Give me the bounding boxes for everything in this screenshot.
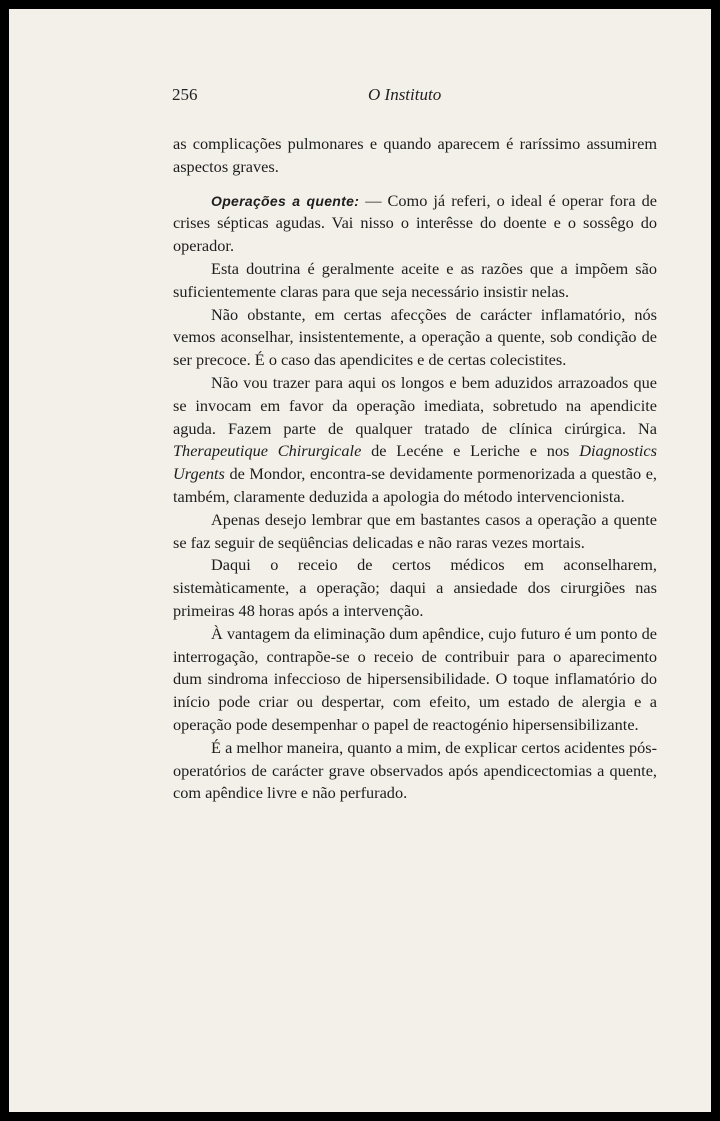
paragraph: as complicações pulmonares e quando aparecem é raríssimo assumirem aspectos graves.	[173, 134, 657, 176]
paragraph: Apenas desejo lembrar que em bastantes casos a operação a quente se faz seguir de seqüências delicadas e não raras vezes mortais.	[173, 509, 657, 552]
paragraph: É a melhor maneira, quanto a mim, de explicar certos acidentes pós-operatórios de carácter grave observados após apendicectomias a quente, com apêndice livre e não perfurado.	[173, 737, 657, 803]
page-header	[9, 85, 711, 109]
paragraph-text: de Lecéne e Leriche e nos	[361, 441, 580, 461]
document-page	[9, 9, 711, 1112]
paragraph-text: de Mondor, encontra-se devidamente pormenorizada a questão e, também, claramente deduzida a apologia do método intervencionista.	[173, 464, 657, 506]
paragraph: Não obstante, em certas afecções de carácter inflamatório, nós vemos aconselhar, insistentemente, a operação a quente, sob condição de ser precoce. É o caso das apendicites e de certas colecistites.	[173, 304, 657, 370]
section-lead: Operações a quente:	[211, 192, 360, 209]
paragraph	[173, 372, 657, 509]
page-number: 256	[172, 85, 198, 104]
paragraph: À vantagem da eliminação dum apêndice, cujo futuro é um ponto de interrogação, contrapõe-se o receio de contribuir para o aparecimento dum sindroma infeccioso de hipersensibilidade. O toque inflamatório do início pode criar ou despertar, com efeito, um estado de alergia e a operação pode desempenhar o papel de reactogénio hipersensibilizante.	[173, 623, 657, 734]
paragraph: Daqui o receio de certos médicos em aconselharem, sistemàticamente, a operação; daqui a ansiedade dos cirurgiões nas primeiras 48 horas após a intervenção.	[173, 555, 657, 620]
book-title: Diagnostics Urgents	[173, 441, 657, 484]
paragraph: Esta doutrina é geralmente aceite e as razões que a impõem são suficientemente claras para que seja necessário insistir nelas.	[173, 258, 657, 301]
paragraph-text: Não vou trazer para aqui os longos e bem aduzidos arrazoados que se invocam em favor da operação imediata, sobretudo na apendicite aguda. Fazem parte de qualquer tratado de clínica cirúrgica. Na	[173, 372, 657, 438]
book-title: Therapeutique Chirurgicale	[173, 441, 362, 461]
section-paragraph	[173, 190, 657, 258]
paragraph-text: — Como já referi, o ideal é operar fora de crises sépticas agudas. Vai nisso o interêsse do doente e o sossêgo do operador.	[173, 190, 657, 256]
body-text	[173, 133, 657, 805]
running-title: O Instituto	[368, 85, 442, 104]
